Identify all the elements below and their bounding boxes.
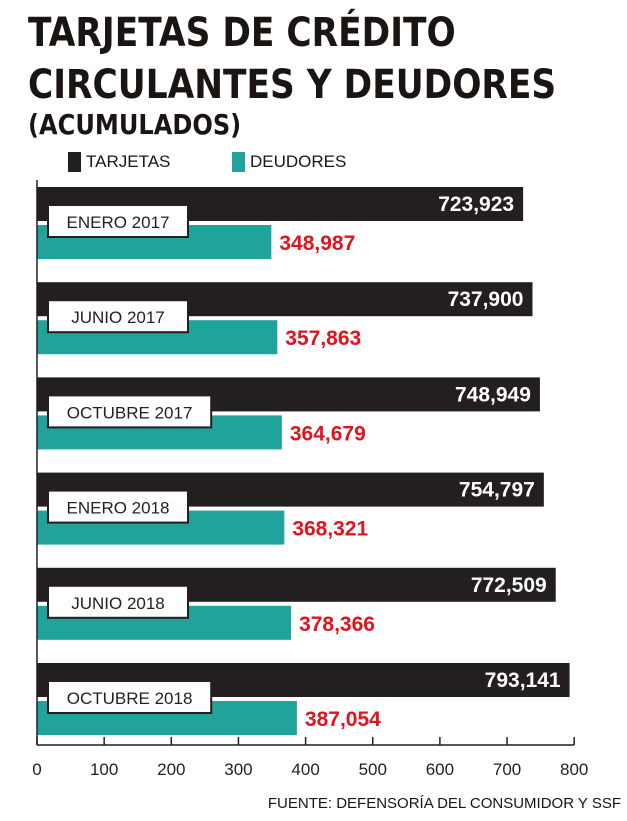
data-label-deudores: 387,054 bbox=[304, 708, 381, 731]
data-label-deudores: 364,679 bbox=[289, 422, 366, 446]
category-label: ENERO 2017 bbox=[66, 213, 170, 232]
x-tick-label: 300 bbox=[224, 760, 253, 779]
data-label-deudores: 348,987 bbox=[279, 232, 356, 255]
category-label: JUNIO 2017 bbox=[71, 308, 165, 328]
x-tick-label: 700 bbox=[492, 760, 522, 779]
data-label-tarjetas: 723,923 bbox=[438, 193, 515, 216]
category-label: ENERO 2018 bbox=[66, 498, 170, 518]
legend-label-deudores: DEUDORES bbox=[250, 152, 347, 171]
source-note: FUENTE: DEFENSORÍA DEL CONSUMIDOR Y SSF bbox=[267, 795, 621, 812]
x-tick-label: 0 bbox=[32, 760, 42, 779]
chart-title-line-1: TARJETAS DE CRÉDITO bbox=[28, 10, 456, 56]
chart-subtitle: (ACUMULADOS) bbox=[28, 108, 242, 141]
category-label: OCTUBRE 2017 bbox=[66, 403, 193, 423]
data-label-tarjetas: 748,949 bbox=[454, 383, 531, 407]
data-label-tarjetas: 772,509 bbox=[470, 573, 547, 597]
legend-label-tarjetas: TARJETAS bbox=[86, 152, 171, 171]
x-tick-label: 100 bbox=[89, 760, 119, 779]
x-tick-label: 200 bbox=[157, 760, 186, 779]
category-label: OCTUBRE 2018 bbox=[66, 689, 193, 708]
data-label-tarjetas: 793,141 bbox=[484, 669, 561, 692]
x-tick-label: 800 bbox=[560, 760, 589, 779]
data-label-deudores: 357,863 bbox=[285, 327, 362, 351]
data-label-tarjetas: 737,900 bbox=[447, 288, 524, 312]
chart-title-line-2: CIRCULANTES Y DEUDORES bbox=[28, 62, 557, 108]
data-label-deudores: 368,321 bbox=[292, 517, 369, 541]
data-label-deudores: 378,366 bbox=[299, 612, 375, 636]
x-tick-label: 600 bbox=[425, 760, 455, 779]
x-tick-label: 500 bbox=[358, 760, 387, 779]
category-label: JUNIO 2018 bbox=[71, 593, 165, 613]
x-tick-label: 400 bbox=[291, 760, 320, 779]
data-label-tarjetas: 754,797 bbox=[458, 478, 535, 502]
